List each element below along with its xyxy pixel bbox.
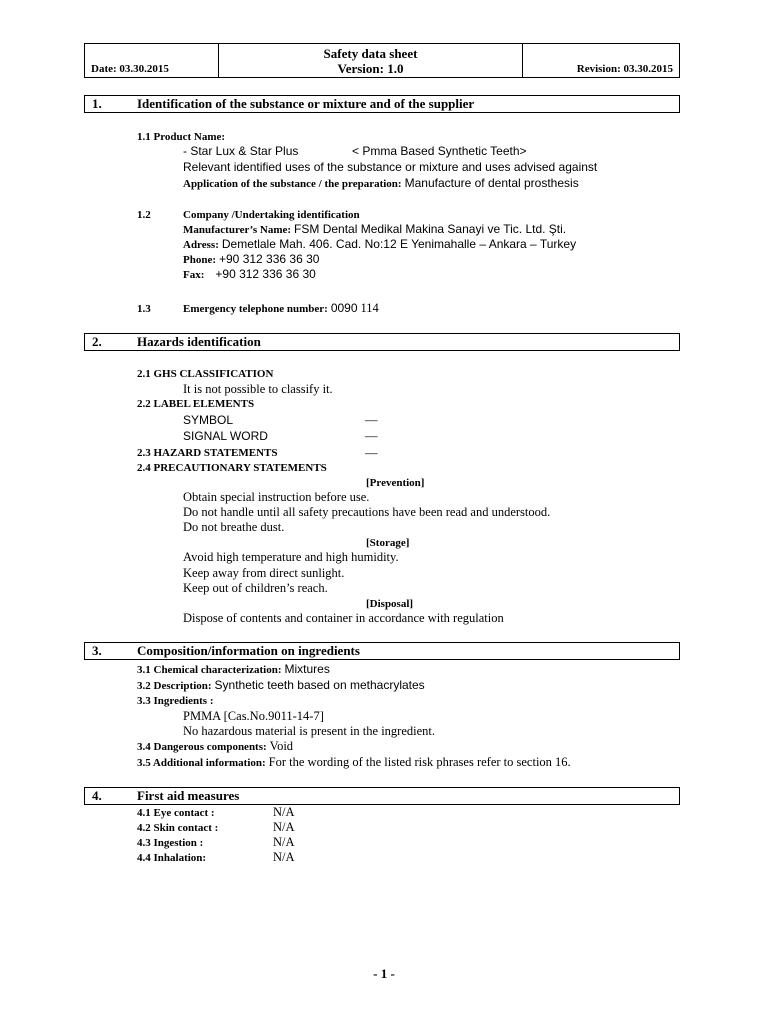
ghs-heading: 2.1 GHS CLASSIFICATION [137,368,274,380]
first-aid-label: 4.4 Inhalation: [137,852,207,864]
document-version: Version: 1.0 [337,61,404,76]
section-number: 4. [92,788,102,803]
section-number: 3. [92,643,102,658]
hazard-statements-value: — [365,446,378,460]
dangerous-components-line [137,739,293,754]
storage-item: Avoid high temperature and high humidity. [183,550,399,564]
prevention-item: Do not breathe dust. [183,520,285,534]
first-aid-label: 4.3 Ingestion : [137,837,204,849]
application-line [183,176,579,191]
section-title: Hazards identification [137,334,261,349]
section-3-heading [84,642,680,660]
dangerous-components-label: 3.4 Dangerous components: [137,741,267,753]
application-label: Application of the substance / the preparation: [183,178,402,190]
label-elements-heading: 2.2 LABEL ELEMENTS [137,398,255,410]
dangerous-components-value: Void [269,739,294,753]
storage-heading: [Storage] [366,537,410,549]
header-title-cell [219,44,523,77]
emergency-line [183,301,379,316]
emergency-value-number: 114 [360,301,379,315]
section-number: 1. [92,96,102,111]
phone-line [183,252,319,267]
section-1-heading [84,95,680,113]
address-value: Demetlale Mah. 406. Cad. No:12 E Yenimahalle – Ankara – Turkey [221,237,577,251]
product-name: - Star Lux & Star Plus [183,144,299,158]
first-aid-value: N/A [273,805,295,819]
address-line [183,237,576,252]
section-2-heading [84,333,680,351]
signal-word-value: — [365,429,378,443]
header-revision: Revision: 03.30.2015 [576,63,673,75]
chemical-characterization-label: 3.1 Chemical characterization: [137,664,282,676]
first-aid-label: 4.1 Eye contact : [137,807,215,819]
document-title: Safety data sheet [323,46,418,61]
section-title: Identification of the substance or mixture and of the supplier [137,96,475,111]
section-title: Composition/information on ingredients [137,643,360,658]
disposal-item: Dispose of contents and container in accordance with regulation [183,611,504,625]
company-heading: Company /Undertaking identification [183,209,360,221]
additional-information-label: 3.5 Additional information: [137,757,266,769]
manufacturer-value: FSM Dental Medikal Makina Sanayi ve Tic. Ltd. Şti. [294,222,567,236]
chemical-characterization-line [137,662,330,677]
first-aid-value: N/A [273,835,295,849]
emergency-value-prefix: 0090 [330,301,358,315]
emergency-label: Emergency telephone number: [183,303,328,315]
hazard-statements-heading: 2.3 HAZARD STATEMENTS [137,447,278,459]
prevention-item: Obtain special instruction before use. [183,490,370,504]
fax-line [183,267,316,282]
application-value: Manufacture of dental prosthesis [404,176,579,190]
company-section-number: 1.2 [137,209,151,221]
header-date-cell [85,44,219,77]
product-description: < Pmma Based Synthetic Teeth> [352,144,527,158]
section-4-heading [84,787,680,805]
manufacturer-label: Manufacturer’s Name: [183,224,292,236]
section-number: 2. [92,334,102,349]
additional-information-value: For the wording of the listed risk phrases refer to section 16. [268,755,571,769]
section-title: First aid measures [137,788,240,803]
ingredient-note: No hazardous material is present in the ingredient. [183,724,436,738]
header-date: Date: 03.30.2015 [91,63,169,75]
first-aid-value: N/A [273,820,295,834]
first-aid-label: 4.2 Skin contact : [137,822,219,834]
symbol-label: SYMBOL [183,413,234,427]
fax-label: Fax: [183,269,205,281]
manufacturer-line [183,222,566,237]
page-number: - 1 - [373,966,395,981]
signal-word-label: SIGNAL WORD [183,429,268,443]
document-header [84,43,680,78]
fax-value: +90 312 336 36 30 [215,267,316,281]
additional-information-line [137,755,571,770]
prevention-item: Do not handle until all safety precautions have been read and understood. [183,505,551,519]
precautionary-heading: 2.4 PRECAUTIONARY STATEMENTS [137,462,327,474]
phone-value: +90 312 336 36 30 [219,252,320,266]
description-line [137,678,425,693]
product-name-heading: 1.1 Product Name: [137,131,226,143]
header-revision-cell [523,44,679,77]
phone-label: Phone: [183,254,216,266]
chemical-characterization-value: Mixtures [284,662,330,676]
first-aid-value: N/A [273,850,295,864]
description-value: Synthetic teeth based on methacrylates [214,678,425,692]
address-label: Adress: [183,239,219,251]
ingredients-label: 3.3 Ingredients : [137,695,214,707]
storage-item: Keep away from direct sunlight. [183,566,345,580]
symbol-value: — [365,413,378,427]
ingredient-item: PMMA [Cas.No.9011-14-7] [183,709,324,723]
emergency-section-number: 1.3 [137,303,151,315]
description-label: 3.2 Description: [137,680,212,692]
identified-uses: Relevant identified uses of the substance or mixture and uses advised against [183,160,598,174]
prevention-heading: [Prevention] [366,477,425,489]
ghs-value: It is not possible to classify it. [183,382,333,396]
storage-item: Keep out of children’s reach. [183,581,328,595]
disposal-heading: [Disposal] [366,598,414,610]
